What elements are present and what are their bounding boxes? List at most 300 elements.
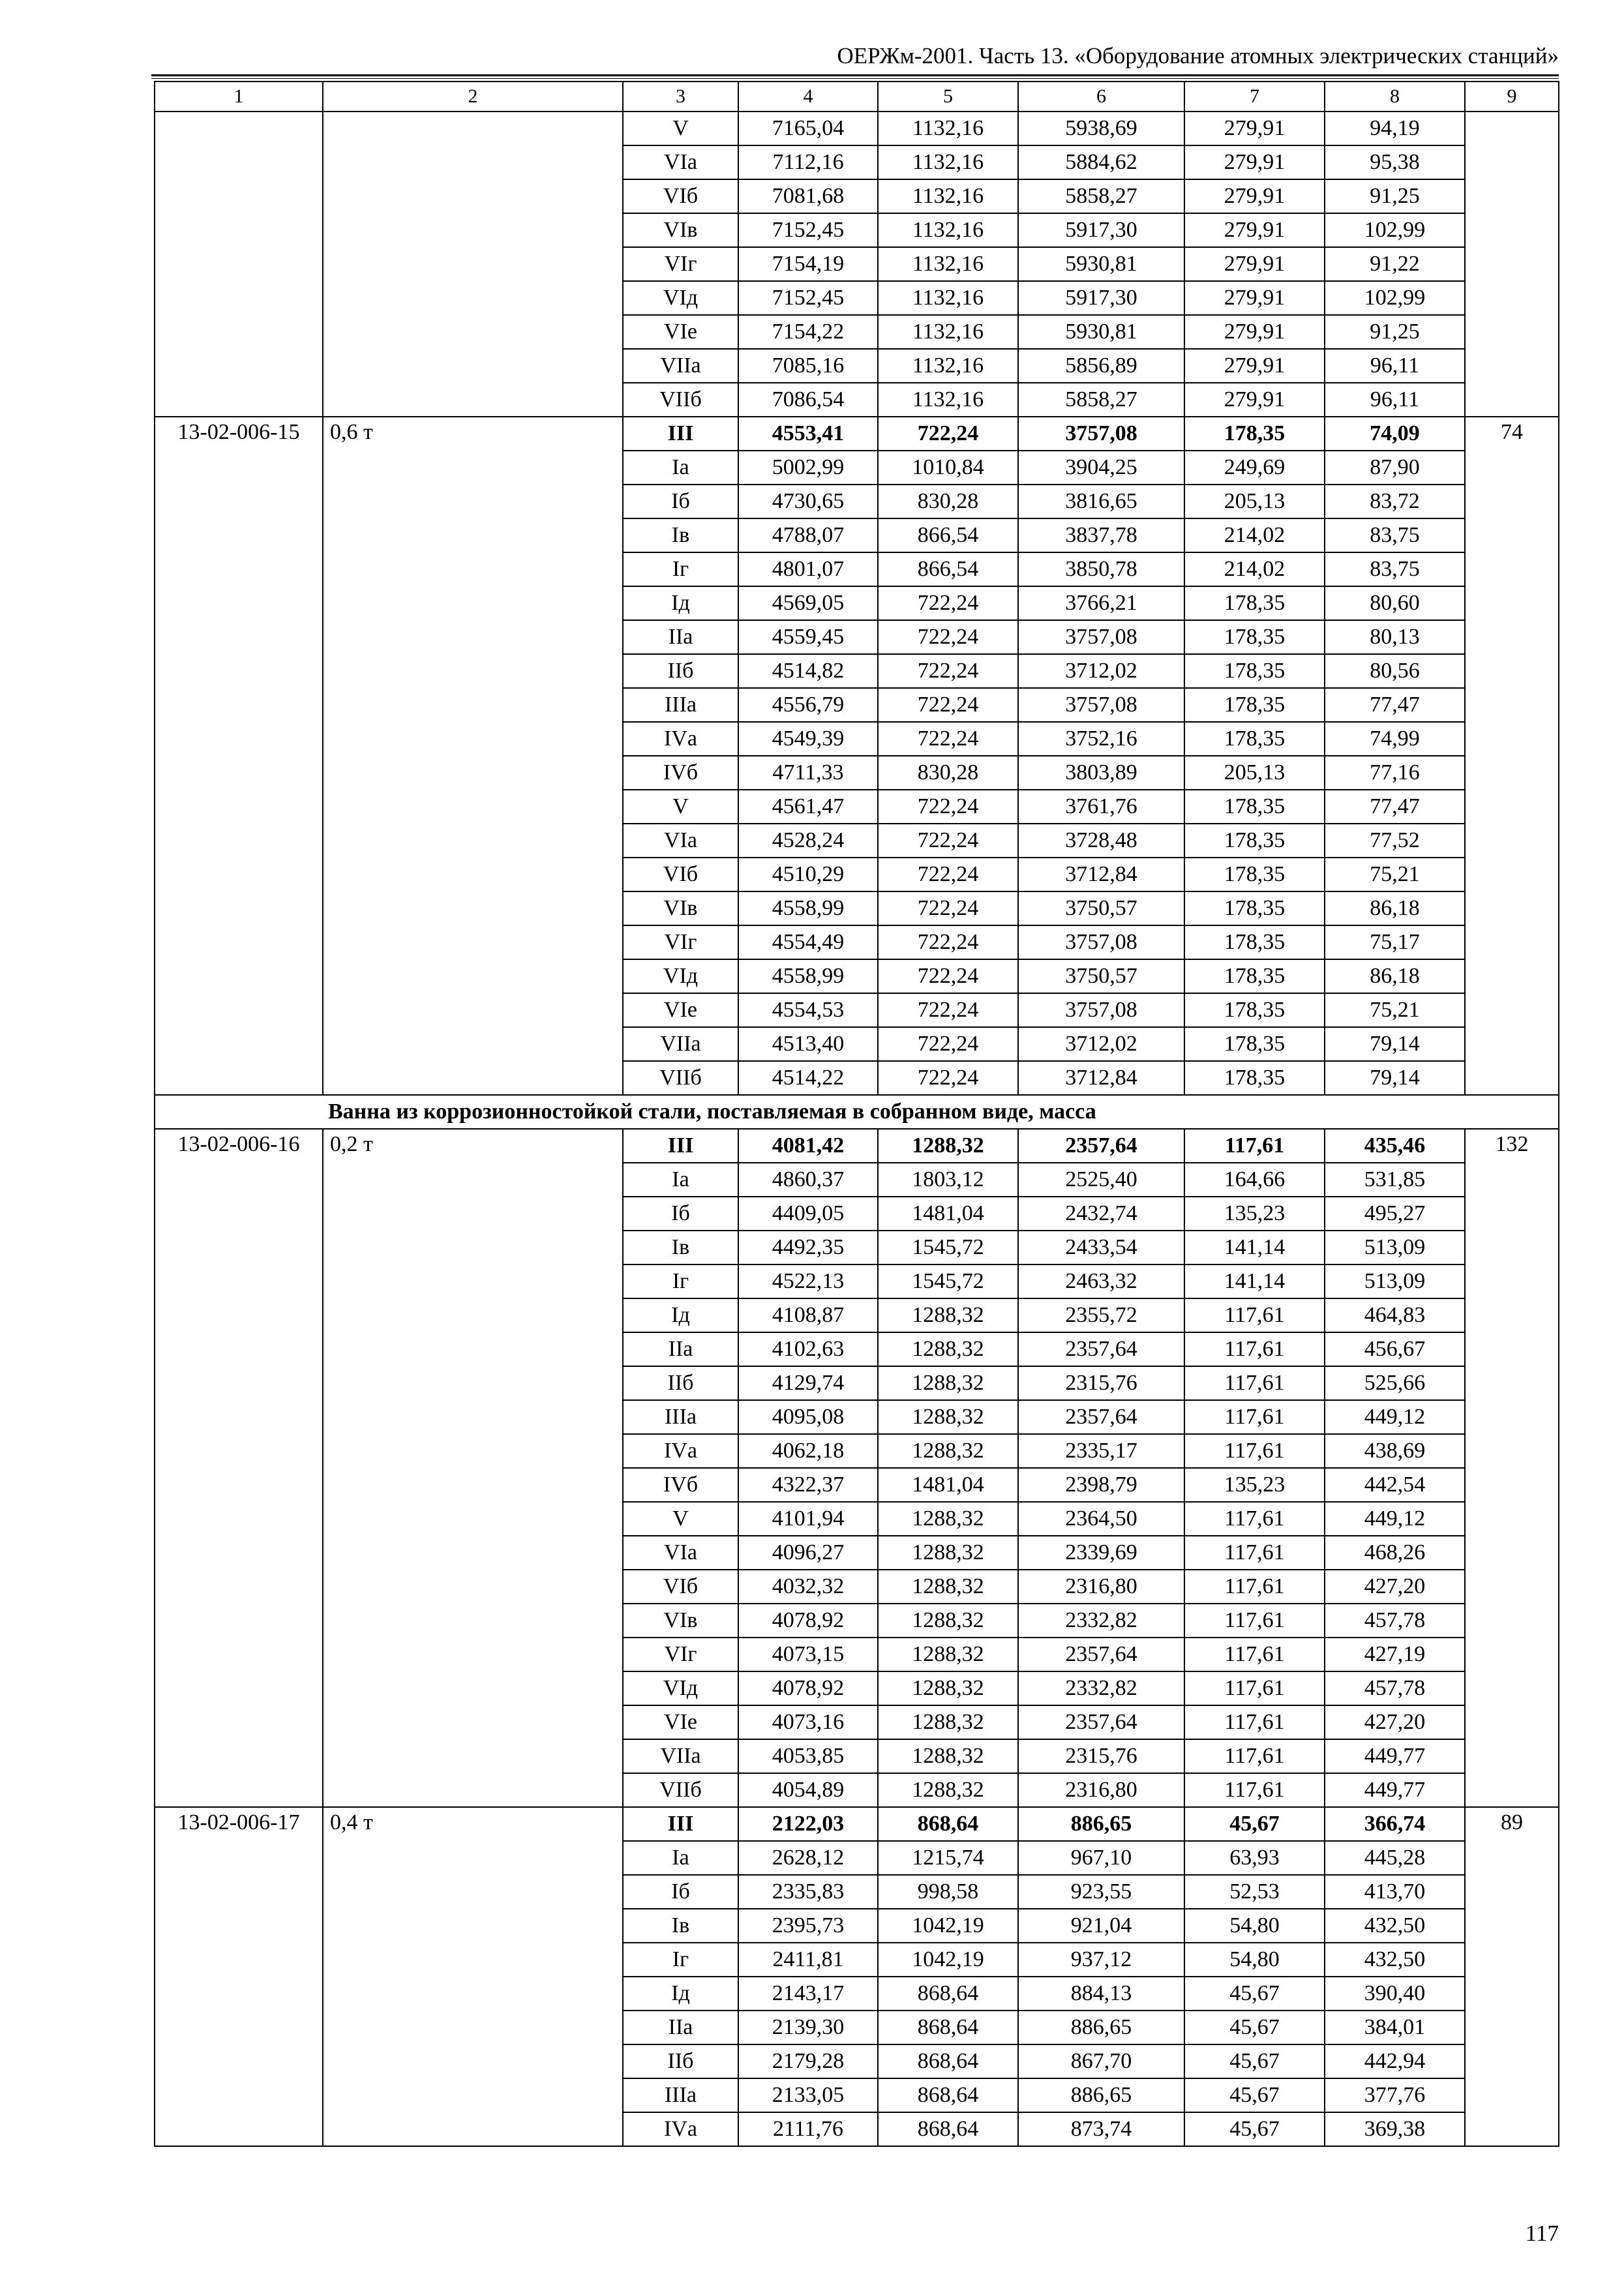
section-heading: Ванна из коррозионностойкой стали, поставляемая в собранном виде, масса	[155, 1095, 1559, 1129]
page-number: 117	[1525, 2221, 1559, 2246]
item-code-cell: 13-02-006-16	[155, 1129, 323, 1807]
wages-cell: 1288,32	[878, 1570, 1018, 1604]
materials-cell: 366,74	[1325, 1807, 1465, 1841]
materials-cell: 525,66	[1325, 1366, 1465, 1400]
machinery-cell: 2357,64	[1018, 1400, 1184, 1434]
wages-cell: 722,24	[878, 824, 1018, 858]
machinery-cell: 3757,08	[1018, 688, 1184, 722]
column-number-cell: 3	[623, 82, 738, 112]
total-cost-cell: 2111,76	[738, 2112, 878, 2146]
total-cost-cell: 4081,42	[738, 1129, 878, 1163]
total-cost-cell: 4561,47	[738, 790, 878, 824]
wages-cell: 830,28	[878, 485, 1018, 518]
zone-cell: IIIа	[623, 1400, 738, 1434]
column-number-cell: 4	[738, 82, 878, 112]
materials-cell: 75,21	[1325, 858, 1465, 891]
total-cost-cell: 7086,54	[738, 383, 878, 417]
table-row	[155, 1129, 1559, 1163]
materials-cell: 468,26	[1325, 1536, 1465, 1570]
zone-cell: Iд	[623, 586, 738, 620]
materials-cell: 83,75	[1325, 518, 1465, 552]
machinist-wages-cell: 178,35	[1184, 620, 1325, 654]
materials-cell: 83,72	[1325, 485, 1465, 518]
zone-cell: VIе	[623, 993, 738, 1027]
item-code-cell	[155, 112, 323, 417]
machinery-cell: 2357,64	[1018, 1129, 1184, 1163]
materials-cell: 427,20	[1325, 1705, 1465, 1739]
machinery-cell: 2316,80	[1018, 1570, 1184, 1604]
machinery-cell: 2339,69	[1018, 1536, 1184, 1570]
materials-cell: 457,78	[1325, 1604, 1465, 1638]
machinery-cell: 5858,27	[1018, 383, 1184, 417]
zone-cell: VIIа	[623, 349, 738, 383]
total-cost-cell: 5002,99	[738, 451, 878, 485]
machinery-cell: 5930,81	[1018, 315, 1184, 349]
wages-cell: 722,24	[878, 1061, 1018, 1095]
machinery-cell: 5858,27	[1018, 179, 1184, 213]
total-cost-cell: 2335,83	[738, 1875, 878, 1909]
materials-cell: 438,69	[1325, 1434, 1465, 1468]
machinist-wages-cell: 178,35	[1184, 858, 1325, 891]
machinist-wages-cell: 135,23	[1184, 1197, 1325, 1231]
machinist-wages-cell: 279,91	[1184, 179, 1325, 213]
machinist-wages-cell: 45,67	[1184, 2044, 1325, 2078]
wages-cell: 1132,16	[878, 145, 1018, 179]
machinist-wages-cell: 279,91	[1184, 349, 1325, 383]
machinist-wages-cell: 117,61	[1184, 1638, 1325, 1671]
materials-cell: 456,67	[1325, 1332, 1465, 1366]
total-cost-cell: 7112,16	[738, 145, 878, 179]
wages-cell: 1288,32	[878, 1129, 1018, 1163]
total-cost-cell: 4062,18	[738, 1434, 878, 1468]
zone-cell: Iа	[623, 451, 738, 485]
wages-cell: 868,64	[878, 2044, 1018, 2078]
machinery-cell: 2355,72	[1018, 1298, 1184, 1332]
machinist-wages-cell: 117,61	[1184, 1773, 1325, 1807]
machinist-wages-cell: 214,02	[1184, 552, 1325, 586]
zone-cell: IVа	[623, 722, 738, 756]
total-cost-cell: 4102,63	[738, 1332, 878, 1366]
zone-cell: V	[623, 112, 738, 145]
wages-cell: 722,24	[878, 858, 1018, 891]
zone-cell: Iг	[623, 1943, 738, 1977]
zone-cell: Iг	[623, 552, 738, 586]
machinist-wages-cell: 141,14	[1184, 1264, 1325, 1298]
materials-cell: 449,77	[1325, 1739, 1465, 1773]
materials-cell: 77,52	[1325, 824, 1465, 858]
machinist-wages-cell: 117,61	[1184, 1570, 1325, 1604]
wages-cell: 722,24	[878, 722, 1018, 756]
zone-cell: VIд	[623, 959, 738, 993]
machinist-wages-cell: 279,91	[1184, 315, 1325, 349]
zone-cell: VIг	[623, 247, 738, 281]
wages-cell: 1288,32	[878, 1536, 1018, 1570]
total-cost-cell: 4322,37	[738, 1468, 878, 1502]
zone-cell: VIа	[623, 145, 738, 179]
machinery-cell: 3816,65	[1018, 485, 1184, 518]
machinist-wages-cell: 45,67	[1184, 2112, 1325, 2146]
wages-cell: 1288,32	[878, 1671, 1018, 1705]
wages-cell: 1288,32	[878, 1604, 1018, 1638]
total-cost-cell: 2133,05	[738, 2078, 878, 2112]
materials-cell: 80,13	[1325, 620, 1465, 654]
machinist-wages-cell: 178,35	[1184, 824, 1325, 858]
machinist-wages-cell: 117,61	[1184, 1502, 1325, 1536]
zone-cell: VIв	[623, 891, 738, 925]
machinist-wages-cell: 117,61	[1184, 1332, 1325, 1366]
machinist-wages-cell: 279,91	[1184, 383, 1325, 417]
machinery-cell: 873,74	[1018, 2112, 1184, 2146]
total-cost-cell: 4073,16	[738, 1705, 878, 1739]
machinist-wages-cell: 279,91	[1184, 213, 1325, 247]
wages-cell: 830,28	[878, 756, 1018, 790]
machinery-cell: 3757,08	[1018, 417, 1184, 451]
zone-cell: VIб	[623, 858, 738, 891]
machinery-cell: 5930,81	[1018, 247, 1184, 281]
machinist-wages-cell: 249,69	[1184, 451, 1325, 485]
wages-cell: 722,24	[878, 925, 1018, 959]
materials-cell: 531,85	[1325, 1163, 1465, 1197]
wages-cell: 722,24	[878, 891, 1018, 925]
total-cost-cell: 4078,92	[738, 1604, 878, 1638]
machinery-cell: 2332,82	[1018, 1671, 1184, 1705]
materials-cell: 77,47	[1325, 790, 1465, 824]
total-cost-cell: 4073,15	[738, 1638, 878, 1671]
column-number-cell: 5	[878, 82, 1018, 112]
materials-cell: 442,54	[1325, 1468, 1465, 1502]
machinist-wages-cell: 164,66	[1184, 1163, 1325, 1197]
materials-cell: 86,18	[1325, 891, 1465, 925]
materials-cell: 102,99	[1325, 213, 1465, 247]
machinery-cell: 2398,79	[1018, 1468, 1184, 1502]
machinery-cell: 3757,08	[1018, 925, 1184, 959]
zone-cell: IIIа	[623, 688, 738, 722]
machinery-cell: 3757,08	[1018, 620, 1184, 654]
wages-cell: 868,64	[878, 2078, 1018, 2112]
zone-cell: IIб	[623, 1366, 738, 1400]
total-cost-cell: 4032,32	[738, 1570, 878, 1604]
machinist-wages-cell: 279,91	[1184, 281, 1325, 315]
total-cost-cell: 4514,22	[738, 1061, 878, 1095]
wages-cell: 1481,04	[878, 1197, 1018, 1231]
zone-cell: IIа	[623, 1332, 738, 1366]
materials-cell: 77,16	[1325, 756, 1465, 790]
wages-cell: 1288,32	[878, 1638, 1018, 1671]
materials-cell: 445,28	[1325, 1841, 1465, 1875]
total-cost-cell: 4528,24	[738, 824, 878, 858]
total-cost-cell: 2395,73	[738, 1909, 878, 1943]
zone-cell: IIа	[623, 2011, 738, 2044]
total-cost-cell: 2122,03	[738, 1807, 878, 1841]
wages-cell: 1288,32	[878, 1434, 1018, 1468]
total-cost-cell: 4409,05	[738, 1197, 878, 1231]
machinery-cell: 3803,89	[1018, 756, 1184, 790]
materials-cell: 513,09	[1325, 1231, 1465, 1264]
machinery-cell: 867,70	[1018, 2044, 1184, 2078]
zone-cell: VIд	[623, 281, 738, 315]
machinery-cell: 5856,89	[1018, 349, 1184, 383]
wages-cell: 1288,32	[878, 1366, 1018, 1400]
machinery-cell: 5917,30	[1018, 213, 1184, 247]
machinist-wages-cell: 54,80	[1184, 1943, 1325, 1977]
machinist-wages-cell: 117,61	[1184, 1705, 1325, 1739]
column-number-cell: 8	[1325, 82, 1465, 112]
total-cost-cell: 2143,17	[738, 1977, 878, 2011]
machinery-cell: 886,65	[1018, 2011, 1184, 2044]
zone-cell: IIб	[623, 2044, 738, 2078]
machinist-wages-cell: 279,91	[1184, 112, 1325, 145]
zone-cell: IVб	[623, 1468, 738, 1502]
table-row	[155, 112, 1559, 145]
machinery-cell: 2364,50	[1018, 1502, 1184, 1536]
machinery-cell: 2463,32	[1018, 1264, 1184, 1298]
total-cost-cell: 7154,22	[738, 315, 878, 349]
materials-cell: 449,77	[1325, 1773, 1465, 1807]
machinery-cell: 921,04	[1018, 1909, 1184, 1943]
total-cost-cell: 4096,27	[738, 1536, 878, 1570]
wages-cell: 722,24	[878, 1027, 1018, 1061]
labor-cost-cell	[1465, 112, 1559, 417]
total-cost-cell: 4108,87	[738, 1298, 878, 1332]
total-cost-cell: 4513,40	[738, 1027, 878, 1061]
total-cost-cell: 7154,19	[738, 247, 878, 281]
machinery-cell: 2315,76	[1018, 1739, 1184, 1773]
zone-cell: Iг	[623, 1264, 738, 1298]
materials-cell: 427,19	[1325, 1638, 1465, 1671]
zone-cell: VIв	[623, 1604, 738, 1638]
total-cost-cell: 4514,82	[738, 654, 878, 688]
wages-cell: 868,64	[878, 1977, 1018, 2011]
total-cost-cell: 4558,99	[738, 891, 878, 925]
machinery-cell: 3850,78	[1018, 552, 1184, 586]
column-number-row	[155, 82, 1559, 112]
wages-cell: 1215,74	[878, 1841, 1018, 1875]
table-row	[155, 1807, 1559, 1841]
wages-cell: 1288,32	[878, 1298, 1018, 1332]
machinery-cell: 923,55	[1018, 1875, 1184, 1909]
machinery-cell: 3750,57	[1018, 959, 1184, 993]
machinist-wages-cell: 178,35	[1184, 1061, 1325, 1095]
wages-cell: 1132,16	[878, 281, 1018, 315]
machinery-cell: 3712,02	[1018, 654, 1184, 688]
wages-cell: 1132,16	[878, 213, 1018, 247]
materials-cell: 384,01	[1325, 2011, 1465, 2044]
price-table	[154, 81, 1559, 2147]
item-code-cell: 13-02-006-17	[155, 1807, 323, 2146]
machinist-wages-cell: 178,35	[1184, 790, 1325, 824]
total-cost-cell: 4554,53	[738, 993, 878, 1027]
total-cost-cell: 4801,07	[738, 552, 878, 586]
materials-cell: 87,90	[1325, 451, 1465, 485]
wages-cell: 722,24	[878, 620, 1018, 654]
total-cost-cell: 7085,16	[738, 349, 878, 383]
total-cost-cell: 4054,89	[738, 1773, 878, 1807]
machinery-cell: 884,13	[1018, 1977, 1184, 2011]
materials-cell: 95,38	[1325, 145, 1465, 179]
wages-cell: 722,24	[878, 959, 1018, 993]
zone-cell: III	[623, 1807, 738, 1841]
zone-cell: VIв	[623, 213, 738, 247]
total-cost-cell: 4730,65	[738, 485, 878, 518]
item-name-cell: 0,4 т	[323, 1807, 623, 2146]
wages-cell: 1545,72	[878, 1231, 1018, 1264]
wages-cell: 1132,16	[878, 349, 1018, 383]
materials-cell: 91,25	[1325, 315, 1465, 349]
total-cost-cell: 4510,29	[738, 858, 878, 891]
wages-cell: 1042,19	[878, 1909, 1018, 1943]
materials-cell: 495,27	[1325, 1197, 1465, 1231]
item-name-cell	[323, 112, 623, 417]
zone-cell: VIб	[623, 179, 738, 213]
zone-cell: Iа	[623, 1841, 738, 1875]
zone-cell: VIIа	[623, 1027, 738, 1061]
materials-cell: 94,19	[1325, 112, 1465, 145]
zone-cell: VIд	[623, 1671, 738, 1705]
machinery-cell: 3837,78	[1018, 518, 1184, 552]
zone-cell: Iд	[623, 1298, 738, 1332]
wages-cell: 1545,72	[878, 1264, 1018, 1298]
wages-cell: 1288,32	[878, 1332, 1018, 1366]
total-cost-cell: 2179,28	[738, 2044, 878, 2078]
table-row	[155, 417, 1559, 451]
machinist-wages-cell: 178,35	[1184, 993, 1325, 1027]
machinist-wages-cell: 178,35	[1184, 722, 1325, 756]
wages-cell: 1803,12	[878, 1163, 1018, 1197]
wages-cell: 1132,16	[878, 112, 1018, 145]
total-cost-cell: 4549,39	[738, 722, 878, 756]
wages-cell: 1288,32	[878, 1502, 1018, 1536]
machinery-cell: 3712,02	[1018, 1027, 1184, 1061]
machinery-cell: 3750,57	[1018, 891, 1184, 925]
wages-cell: 1288,32	[878, 1705, 1018, 1739]
machinery-cell: 2316,80	[1018, 1773, 1184, 1807]
zone-cell: VIа	[623, 1536, 738, 1570]
section-heading-row	[155, 1095, 1559, 1129]
zone-cell: VIIб	[623, 1773, 738, 1807]
materials-cell: 77,47	[1325, 688, 1465, 722]
machinery-cell: 5938,69	[1018, 112, 1184, 145]
materials-cell: 513,09	[1325, 1264, 1465, 1298]
materials-cell: 83,75	[1325, 552, 1465, 586]
zone-cell: IVа	[623, 2112, 738, 2146]
total-cost-cell: 4053,85	[738, 1739, 878, 1773]
total-cost-cell: 4788,07	[738, 518, 878, 552]
total-cost-cell: 4101,94	[738, 1502, 878, 1536]
machinist-wages-cell: 117,61	[1184, 1739, 1325, 1773]
labor-cost-cell: 89	[1465, 1807, 1559, 2146]
materials-cell: 79,14	[1325, 1027, 1465, 1061]
total-cost-cell: 4492,35	[738, 1231, 878, 1264]
machinist-wages-cell: 54,80	[1184, 1909, 1325, 1943]
machinery-cell: 2332,82	[1018, 1604, 1184, 1638]
materials-cell: 75,17	[1325, 925, 1465, 959]
zone-cell: Iв	[623, 1231, 738, 1264]
materials-cell: 457,78	[1325, 1671, 1465, 1705]
total-cost-cell: 4554,49	[738, 925, 878, 959]
machinist-wages-cell: 117,61	[1184, 1604, 1325, 1638]
machinist-wages-cell: 117,61	[1184, 1298, 1325, 1332]
machinery-cell: 3766,21	[1018, 586, 1184, 620]
zone-cell: IIа	[623, 620, 738, 654]
machinery-cell: 2432,74	[1018, 1197, 1184, 1231]
zone-cell: V	[623, 790, 738, 824]
wages-cell: 1481,04	[878, 1468, 1018, 1502]
materials-cell: 390,40	[1325, 1977, 1465, 2011]
zone-cell: IVа	[623, 1434, 738, 1468]
wages-cell: 866,54	[878, 518, 1018, 552]
machinist-wages-cell: 178,35	[1184, 417, 1325, 451]
materials-cell: 75,21	[1325, 993, 1465, 1027]
total-cost-cell: 4095,08	[738, 1400, 878, 1434]
zone-cell: Iб	[623, 485, 738, 518]
materials-cell: 74,99	[1325, 722, 1465, 756]
materials-cell: 377,76	[1325, 2078, 1465, 2112]
zone-cell: III	[623, 1129, 738, 1163]
page-header-title: ОЕРЖм-2001. Часть 13. «Оборудование атомных электрических станций»	[837, 43, 1559, 68]
header-rule	[151, 74, 1559, 76]
machinist-wages-cell: 214,02	[1184, 518, 1325, 552]
zone-cell: VIг	[623, 1638, 738, 1671]
wages-cell: 1288,32	[878, 1773, 1018, 1807]
materials-cell: 369,38	[1325, 2112, 1465, 2146]
zone-cell: V	[623, 1502, 738, 1536]
machinery-cell: 886,65	[1018, 2078, 1184, 2112]
machinist-wages-cell: 45,67	[1184, 1977, 1325, 2011]
machinist-wages-cell: 178,35	[1184, 688, 1325, 722]
item-name-cell: 0,6 т	[323, 417, 623, 1095]
zone-cell: VIа	[623, 824, 738, 858]
total-cost-cell: 4711,33	[738, 756, 878, 790]
materials-cell: 91,25	[1325, 179, 1465, 213]
total-cost-cell: 4078,92	[738, 1671, 878, 1705]
wages-cell: 868,64	[878, 1807, 1018, 1841]
machinist-wages-cell: 205,13	[1184, 756, 1325, 790]
machinist-wages-cell: 135,23	[1184, 1468, 1325, 1502]
machinery-cell: 5884,62	[1018, 145, 1184, 179]
total-cost-cell: 2139,30	[738, 2011, 878, 2044]
zone-cell: VIе	[623, 315, 738, 349]
wages-cell: 722,24	[878, 417, 1018, 451]
column-number-cell: 9	[1465, 82, 1559, 112]
wages-cell: 1288,32	[878, 1400, 1018, 1434]
materials-cell: 435,46	[1325, 1129, 1465, 1163]
machinist-wages-cell: 178,35	[1184, 586, 1325, 620]
materials-cell: 102,99	[1325, 281, 1465, 315]
machinist-wages-cell: 52,53	[1184, 1875, 1325, 1909]
materials-cell: 427,20	[1325, 1570, 1465, 1604]
wages-cell: 722,24	[878, 586, 1018, 620]
materials-cell: 442,94	[1325, 2044, 1465, 2078]
total-cost-cell: 4569,05	[738, 586, 878, 620]
machinery-cell: 3904,25	[1018, 451, 1184, 485]
machinery-cell: 2335,17	[1018, 1434, 1184, 1468]
machinist-wages-cell: 63,93	[1184, 1841, 1325, 1875]
machinery-cell: 3752,16	[1018, 722, 1184, 756]
zone-cell: Iв	[623, 1909, 738, 1943]
machinery-cell: 5917,30	[1018, 281, 1184, 315]
machinery-cell: 2357,64	[1018, 1638, 1184, 1671]
total-cost-cell: 4559,45	[738, 620, 878, 654]
wages-cell: 722,24	[878, 790, 1018, 824]
wages-cell: 1010,84	[878, 451, 1018, 485]
machinist-wages-cell: 205,13	[1184, 485, 1325, 518]
wages-cell: 868,64	[878, 2112, 1018, 2146]
zone-cell: Iд	[623, 1977, 738, 2011]
zone-cell: VIIб	[623, 1061, 738, 1095]
materials-cell: 91,22	[1325, 247, 1465, 281]
materials-cell: 79,14	[1325, 1061, 1465, 1095]
machinist-wages-cell: 117,61	[1184, 1400, 1325, 1434]
